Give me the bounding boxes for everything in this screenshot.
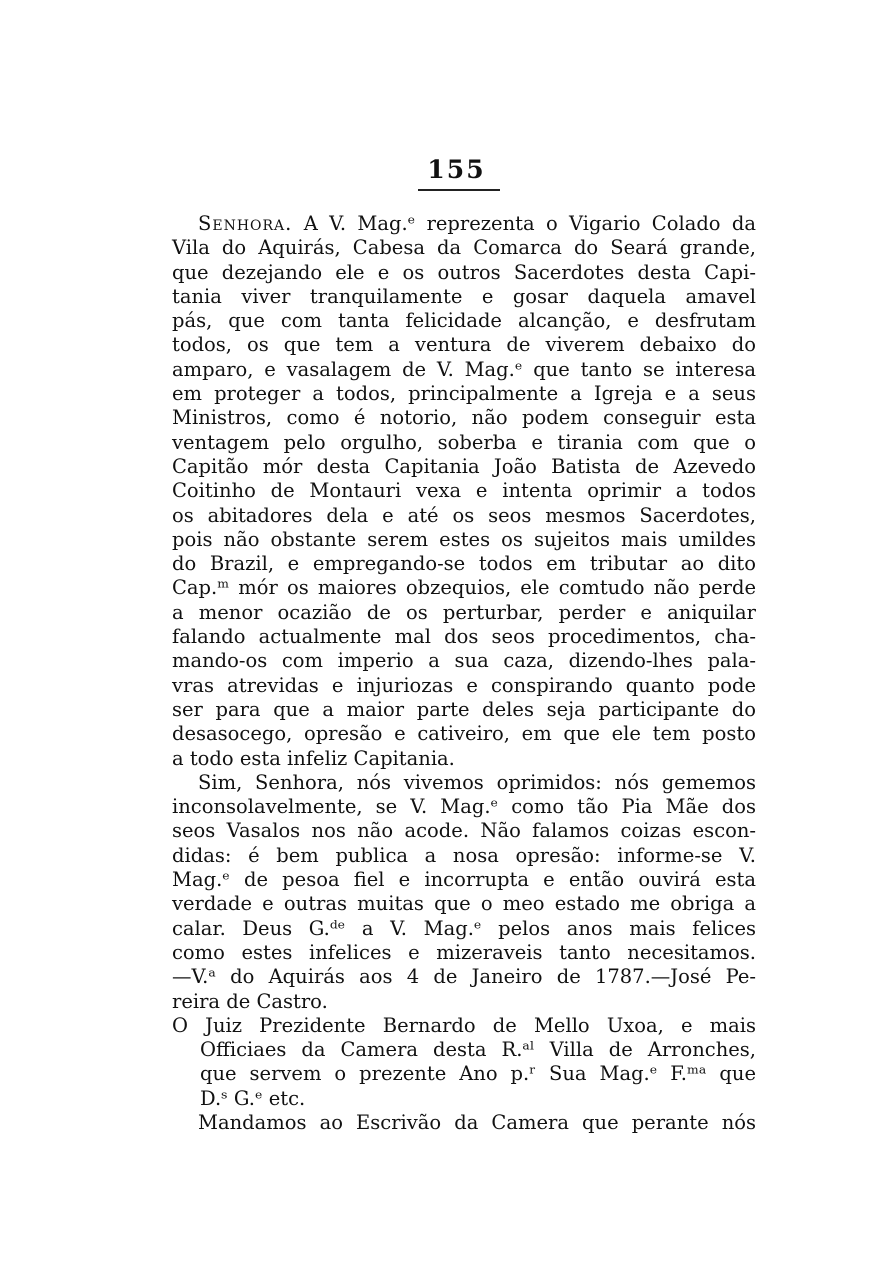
text-line: Officiaes da Camera desta R.ᵃˡ Villa de Arronches, xyxy=(200,1038,756,1062)
text-line: D.ˢ G.ᵉ etc. xyxy=(200,1086,306,1110)
text-line: Sim, Senhora, nós vivemos oprimidos: nós gememos xyxy=(198,770,756,794)
text-line: vras atrevidas e injuriozas e conspirando quanto pode xyxy=(172,673,756,697)
text-line: a todo esta infeliz Capitania. xyxy=(172,746,455,770)
text-line: que dezejando ele e os outros Sacerdotes desta Capi- xyxy=(172,260,756,284)
text-line: como estes infelices e mizeraveis tanto necesitamos. xyxy=(172,940,756,964)
text-line: Senhora. A V. Mag.ᵉ reprezenta o Vigario Colado da xyxy=(198,212,756,235)
text-line: a menor ocazião de os perturbar, perder e aniquilar xyxy=(172,600,756,624)
text-line: ser para que a maior parte deles seja participante do xyxy=(172,697,756,721)
paragraph-order xyxy=(172,1111,756,1135)
text-line: falando actualmente mal dos seos procedimentos, cha- xyxy=(172,625,756,649)
text-line: Capitão mór desta Capitania João Batista de Azevedo xyxy=(172,454,756,478)
text-line: ventagem pelo orgulho, soberba e tirania com que o xyxy=(172,430,756,454)
text-line: Cap.ᵐ mór os maiores obzequios, ele comtudo não perde xyxy=(172,576,756,600)
text-line: amparo, e vasalagem de V. Mag.ᵉ que tanto se interesa xyxy=(172,357,756,381)
text-line: que servem o prezente Ano p.ʳ Sua Mag.ᵉ F.ᵐᵃ que xyxy=(200,1062,756,1086)
text-line: Mandamos ao Escrivão da Camera que perante nós xyxy=(198,1110,756,1134)
salutation: Senhora. xyxy=(198,212,293,235)
text-line: todos, os que tem a ventura de viverem debaixo do xyxy=(172,333,756,357)
text-line: pás, que com tanta felicidade alcanção, e desfrutam xyxy=(172,309,756,333)
signature-line: reira de Castro. xyxy=(172,989,328,1013)
text-line: pois não obstante serem estes os sujeitos mais umildes xyxy=(172,527,756,551)
text-line: calar. Deus G.ᵈᵉ a V. Mag.ᵉ pelos anos mais felices xyxy=(172,916,756,940)
text-line: do Brazil, e empregando-se todos em tributar ao dito xyxy=(172,552,756,576)
text-line: inconsolavelmente, se V. Mag.ᵉ como tão Pia Mãe dos xyxy=(172,795,756,819)
text-line: seos Vasalos nos não acode. Não falamos coizas escon- xyxy=(172,819,756,843)
text-line: tania viver tranquilamente e gosar daquela amavel xyxy=(172,284,756,308)
page-number-rule xyxy=(418,189,500,191)
text-line: em proteger a todos, principalmente a Igreja e a seus xyxy=(172,382,756,406)
page-number: 155 xyxy=(427,155,486,184)
paragraph-plea xyxy=(172,771,756,1014)
text-line: desasocego, opresão e cativeiro, em que ele tem posto xyxy=(172,722,756,746)
text-line: verdade e outras muitas que o meo estado me obriga a xyxy=(172,892,756,916)
text-line: Vila do Aquirás, Cabesa da Comarca do Seará grande, xyxy=(172,236,756,260)
text-line: —V.ᵃ do Aquirás aos 4 de Janeiro de 1787.—José Pe- xyxy=(172,965,756,989)
document-body xyxy=(172,212,756,1135)
text-line: os abitadores dela e até os seos mesmos Sacerdotes, xyxy=(172,503,756,527)
text-line: didas: é bem publica a nosa opresão: informe-se V. xyxy=(172,843,756,867)
text-line: mando-os com imperio a sua caza, dizendo-lhes pala- xyxy=(172,649,756,673)
paragraph-petition xyxy=(172,212,756,771)
text-line: O Juiz Prezidente Bernardo de Mello Uxoa, e mais xyxy=(172,1013,756,1037)
paragraph-council-header xyxy=(172,1014,756,1111)
text-line: Mag.ᵉ de pesoa fiel e incorrupta e então ouvirá esta xyxy=(172,868,756,892)
text-line: Ministros, como é notorio, não podem conseguir esta xyxy=(172,406,756,430)
text-line: Coitinho de Montauri vexa e intenta oprimir a todos xyxy=(172,479,756,503)
